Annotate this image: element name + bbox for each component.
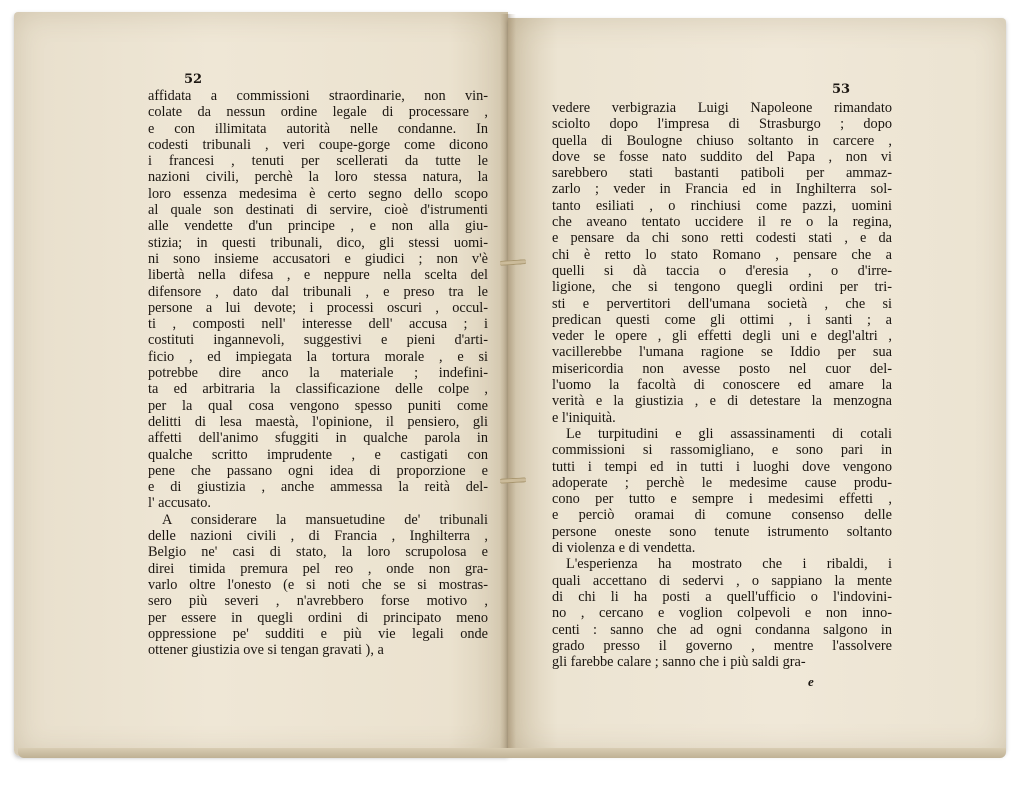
text-line: e pensare da chi sono retti codesti stati , e da [552, 230, 892, 247]
book-gutter [500, 14, 516, 758]
left-page-text [148, 88, 488, 658]
text-line: direi timida premura pel reo , onde non gra- [148, 560, 488, 577]
open-book [14, 8, 1010, 760]
right-page-number: 53 [832, 82, 851, 97]
text-line: al quale son destinati di servire, cioè d'istrumenti [148, 202, 488, 219]
text-line: adoperate ; perchè le medesime cause produ- [552, 474, 892, 491]
text-line: ni sono insieme accusatori e giudici ; non v'è [148, 250, 488, 267]
text-line: di violenza e di vendetta. [552, 540, 696, 557]
text-line: libertà nella difesa , e neppure nella scelta del [148, 267, 488, 284]
text-line: sarebbero stati bastanti patiboli per ammaz- [552, 165, 892, 182]
text-line: che aveano tentato uccidere il re o la regina, [552, 214, 892, 231]
text-line: tutti i tempi ed in tutti i luoghi dove vengono [552, 458, 892, 475]
text-line: grado presso il governo , mentre l'assolvere [552, 637, 892, 654]
text-line: predican questi come gli ottimi , i santi ; a [552, 311, 892, 328]
text-line: difensore , dato dal tribunali , e preso tra le [148, 283, 488, 300]
text-line: L'esperienza ha mostrato che i ribaldi, i [566, 556, 892, 573]
text-line: Belgio ne' casi di stato, la loro scrupolosa e [148, 544, 488, 561]
text-line: ti , composti nell' interesse dell' accusa ; i [148, 316, 488, 333]
text-line: colate da nessun ordine legale di processare , [148, 104, 488, 121]
text-line: delitti di lesa maestà, l'opinione, il pensiero, gli [148, 413, 488, 430]
text-line: quella di Boulogne chiuso soltanto in carcere , [552, 132, 892, 149]
text-line: e perciò oramai di comune consenso delle [552, 507, 892, 524]
text-line: e con illimitata autorità nelle condanne. In [148, 120, 488, 137]
text-line: ligione, che si tengono quegli ordini per tri- [552, 279, 892, 296]
text-line: qualche scritto imprudente , e castigati con [148, 446, 488, 463]
text-line: cono per tutto e sempre i medesimi effetti , [552, 491, 892, 508]
text-line: vedere verbigrazia Luigi Napoleone rimandato [552, 100, 892, 116]
text-line: Le turpitudini e gli assassinamenti di cotali [566, 425, 892, 442]
text-line: e di giustizia , anche ammessa la reità del- [148, 479, 488, 496]
text-line: ottener giustizia ove si tengan gravati ), a [148, 642, 384, 659]
text-line: sti e pervertitori dell'umana società , che si [552, 295, 892, 312]
text-line: potrebbe dire anco la materiale ; indefini- [148, 365, 488, 382]
text-line: e l'iniquità. [552, 409, 616, 426]
text-line: no , cercano e voglion colpevoli e non inno- [552, 605, 892, 622]
text-line: dove se fosse nato suddito del Papa , non vi [552, 148, 892, 165]
text-line: vacillerebbe l'umana ragione se Iddio per sua [552, 344, 892, 361]
catchword: e [808, 674, 814, 689]
text-line: affetti dell'animo sfuggiti in qualche parola in [148, 430, 488, 447]
text-line: affidata a commissioni straordinarie, non vin- [148, 88, 488, 104]
text-line: per la qual cosa vengono spesso puniti come [148, 397, 488, 414]
text-line: ta ed arbitraria la classificazione delle colpe , [148, 381, 488, 398]
text-line: costituti ingannevoli, suggestivi e pieni d'arti- [148, 332, 488, 349]
text-line: gli farebbe calare ; sanno che i più saldi gra- [552, 654, 806, 671]
text-line: quali accettano di sedervi , o sappiano la mente [552, 572, 892, 589]
text-line: veder le opere , gli effetti degli uni e degl'altri , [552, 328, 892, 345]
left-page-number: 52 [184, 72, 203, 87]
right-page [508, 18, 1006, 754]
text-line: chi è retto lo stato Romano , pensare che a [552, 246, 892, 263]
left-page [14, 12, 508, 756]
text-line: centi : sanno che ad ogni condanna salgono in [552, 621, 892, 638]
text-line: loro essenza medesima è certo segno dello scopo [148, 185, 488, 202]
text-line: di chi li ha posti a quell'ufficio o l'indovini- [552, 588, 892, 605]
text-line: tanto esiliati , o rinchiusi come pazzi, uomini [552, 197, 892, 214]
text-line: per essere in quegli ordini di principato meno [148, 609, 488, 626]
text-line: verità e la giustizia , e di detestare la menzogna [552, 393, 892, 410]
text-line: sero più severi , n'avrebbero forse motivo , [148, 593, 488, 610]
text-line: A considerare la mansuetudine de' tribunali [162, 511, 488, 528]
text-line: nazioni civili, perchè la loro stessa natura, la [148, 169, 488, 186]
text-line: zarlo ; veder in Francia ed in Inghilterra sol- [552, 181, 892, 198]
text-line: codesti tribunali , veri coupe-gorge come dicono [148, 136, 488, 153]
text-line: misericordia non avesse posto nel cuor del- [552, 360, 892, 377]
text-line: ficio , ed impiegata la tortura morale , e si [148, 348, 488, 365]
text-line: persone oneste sono tenute istrumento soltanto [552, 523, 892, 540]
text-line: i francesi , tenuti per scellerati da tutte le [148, 153, 488, 170]
text-line: l'uomo la facoltà di conoscere ed amare la [552, 377, 892, 394]
text-line: alle vendette d'un principe , e non alla giu- [148, 218, 488, 235]
text-line: commissioni si rassomigliano, e sono pari in [552, 442, 892, 459]
right-page-text [552, 100, 892, 670]
text-line: pene che passano ogni idea di proporzione e [148, 462, 488, 479]
text-line: quelli si dà taccia o d'eresia , o d'irre- [552, 262, 892, 279]
text-line: oppressione pe' sudditi e più vie legali onde [148, 625, 488, 642]
text-line: persone a lui devote; i processi oscuri , occul- [148, 299, 488, 316]
page-edges [18, 748, 1006, 758]
text-line: l' accusato. [148, 495, 211, 512]
text-line: varlo oltre l'onesto (e si noti che se si mostras- [148, 576, 488, 593]
text-line: delle nazioni civili , di Francia , Inghilterra , [148, 528, 488, 545]
text-line: sciolto dopo l'impresa di Strasburgo ; dopo [552, 116, 892, 133]
text-line: stizia; in questi tribunali, dico, gli stessi uomi- [148, 234, 488, 251]
